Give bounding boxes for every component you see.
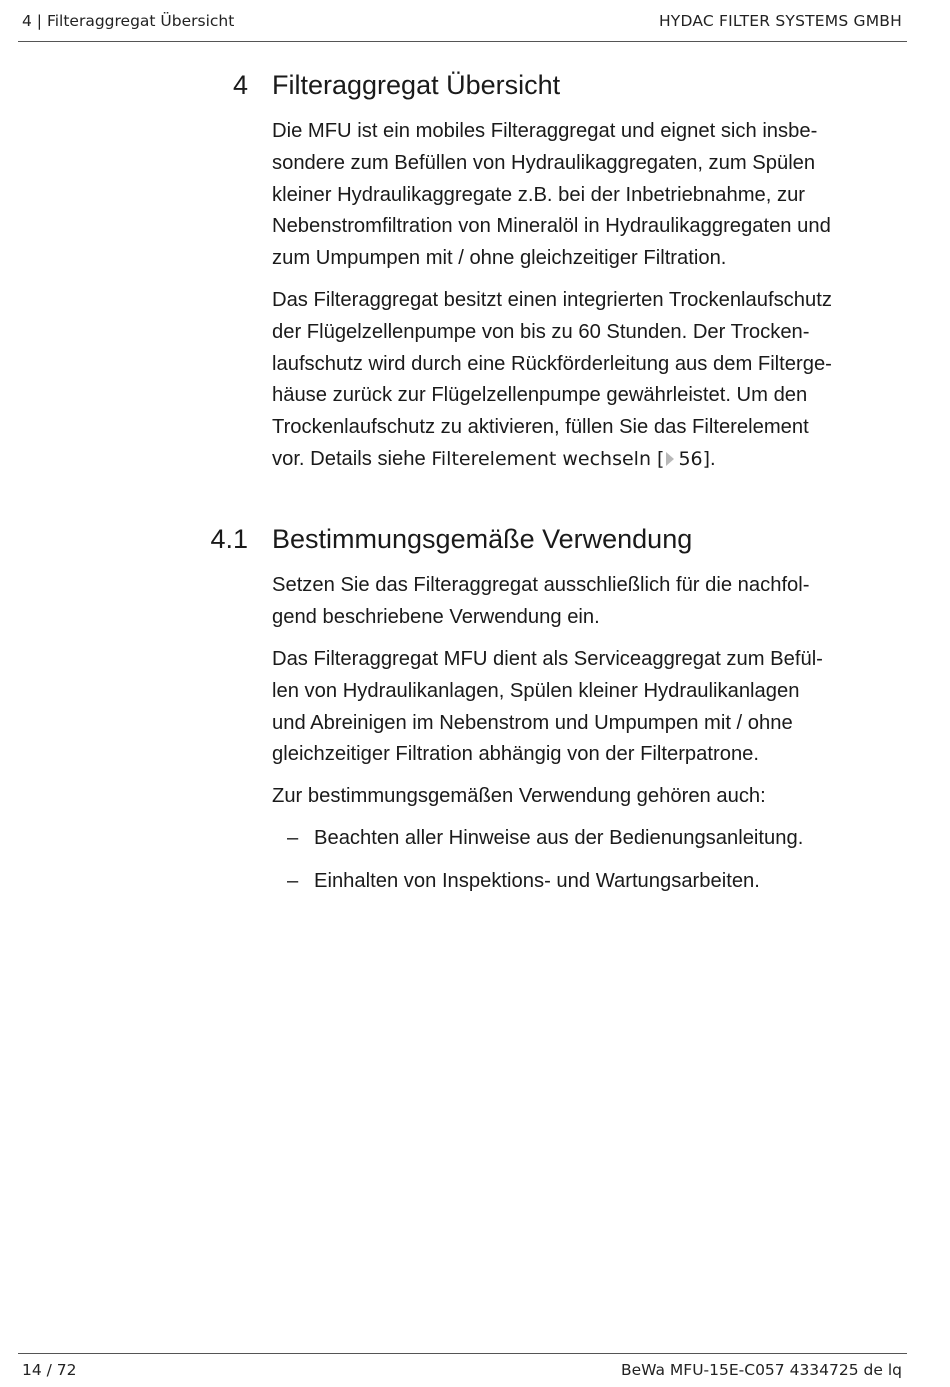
list-item-text: Beachten aller Hinweise aus der Bedienungsanleitung. [314,827,804,849]
section-number: 4.1 [210,524,248,554]
text-line: der Flügelzellenpumpe von bis zu 60 Stunden. Der Trocken- [272,320,810,343]
text-line: Trockenlaufschutz zu aktivieren, füllen Sie das Filterelement [272,416,809,439]
footer-divider [18,1353,907,1354]
list-item [0,823,950,855]
header-divider [18,41,907,42]
text-line: kleiner Hydraulikaggregate z.B. bei der Inbetriebnahme, zur [272,183,806,206]
page-arrow-icon [666,452,674,466]
cross-reference-link[interactable] [431,448,710,470]
section-4-paragraph-2 [272,285,912,476]
running-header-chapter: 4 | Filteraggregat Übersicht [22,12,235,30]
text-line: zum Umpumpen mit / ohne gleichzeitiger Filtration. [272,247,727,270]
section-title: Filteraggregat Übersicht [272,70,561,100]
text-line: Zur bestimmungsgemäßen Verwendung gehören auch: [272,785,766,807]
running-header-company: HYDAC FILTER SYSTEMS GMBH [658,12,902,30]
page-number: 14 / 72 [22,1361,77,1379]
text-line: gend beschriebene Verwendung ein. [272,605,600,628]
text-line: laufschutz wird durch eine Rückförderleitung aus dem Filterge- [272,352,832,375]
section-heading-4-1 [0,524,950,558]
section-heading-4 [0,70,950,104]
list-item [0,866,950,898]
section-4-1-paragraph-2 [272,644,912,771]
text-line: Die MFU ist ein mobiles Filteraggregat und eignet sich insbe- [272,120,818,142]
section-4-1-paragraph-3 [272,781,912,813]
list-item-text: Einhalten von Inspektions- und Wartungsarbeiten. [314,870,760,892]
text-line: Nebenstromfiltration von Mineralöl in Hydraulikaggregaten und [272,215,831,238]
list-dash: – [287,827,299,849]
text-line: sondere zum Befüllen von Hydraulikaggregaten, zum Spülen [272,151,816,174]
link-page: 56] [678,447,711,470]
section-4-1-paragraph-1 [272,570,912,634]
section-number: 4 [232,70,248,100]
text-fragment: vor. Details siehe [272,447,432,470]
text-line: Das Filteraggregat MFU dient als Serviceaggregat zum Befül- [272,648,823,670]
text-line: len von Hydraulikanlagen, Spülen kleiner Hydraulikanlagen [272,679,800,702]
text-line: Setzen Sie das Filteraggregat ausschließlich für die nachfol- [272,574,810,596]
text-fragment: . [710,447,716,470]
text-line: häuse zurück zur Flügelzellenpumpe gewährleistet. Um den [272,384,808,407]
text-line: und Abreinigen im Nebenstrom und Umpumpen mit / ohne [272,711,793,734]
text-line: gleichzeitiger Filtration abhängig von der Filterpatrone. [272,743,760,766]
text-line: Das Filteraggregat besitzt einen integrierten Trockenlaufschutz [272,289,832,311]
document-id: BeWa MFU-15E-C057 4334725 de lq [620,1361,902,1379]
section-title: Bestimmungsgemäße Verwendung [272,524,693,554]
list-dash: – [287,870,299,892]
link-text: Filterelement wechseln [ [431,447,665,470]
text-line [272,444,912,476]
section-4-paragraph-1 [272,116,912,275]
